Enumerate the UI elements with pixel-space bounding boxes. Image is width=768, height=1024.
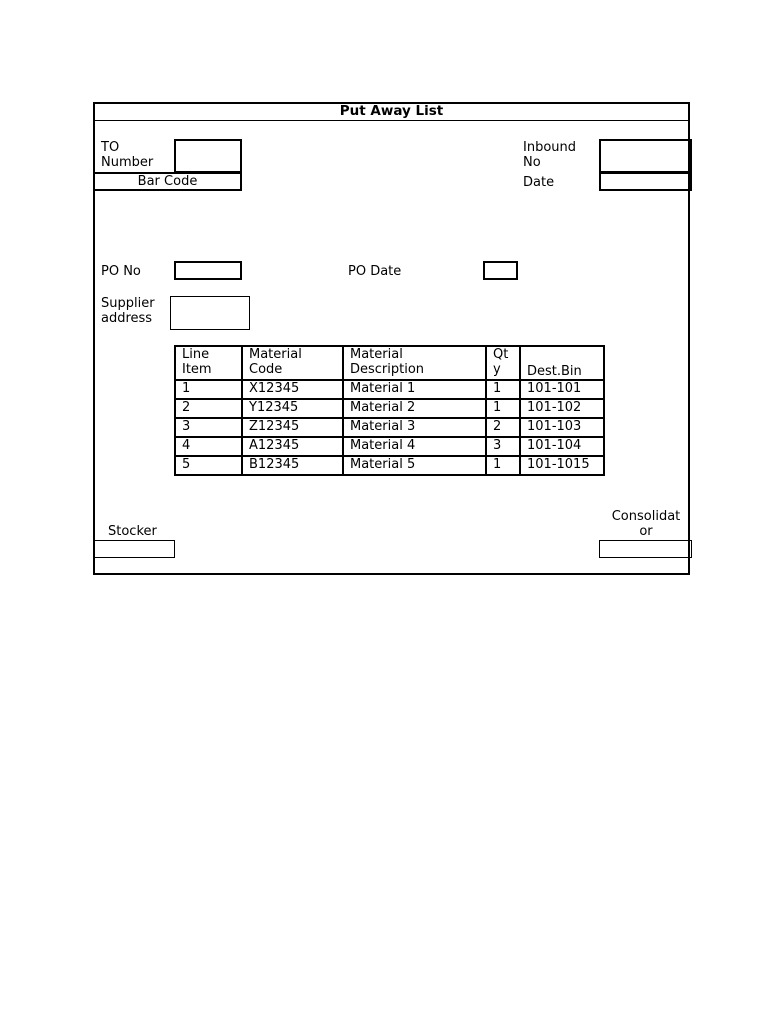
stocker-field[interactable] [93,540,175,558]
cell-line-item: 1 [175,380,242,399]
table-row [175,456,604,475]
cell-material-code: Z12345 [242,418,343,437]
to-number-field[interactable] [174,139,242,173]
consolidator-field[interactable] [599,540,692,558]
cell-qty: 1 [486,456,520,475]
cell-material-code: A12345 [242,437,343,456]
form-title: Put Away List [93,102,690,121]
cell-qty: 2 [486,418,520,437]
supplier-address-field[interactable] [170,296,250,330]
cell-dest-bin: 101-104 [520,437,604,456]
po-no-field[interactable] [174,261,242,280]
date-field[interactable] [599,172,692,191]
po-date-field[interactable] [483,261,518,280]
po-date-label: PO Date [348,264,402,279]
po-no-label: PO No [101,264,141,279]
table-row [175,380,604,399]
bar-code-label: Bar Code [137,174,198,189]
to-number-label: TO Number [101,140,154,170]
table-header-row [175,346,604,380]
table-row [175,418,604,437]
header-dest-bin: Dest.Bin [520,346,604,380]
bar-code-field [93,172,242,191]
cell-material-description: Material 4 [343,437,486,456]
cell-material-code: Y12345 [242,399,343,418]
cell-material-description: Material 3 [343,418,486,437]
consolidator-label: Consolidat or [611,509,681,539]
cell-line-item: 3 [175,418,242,437]
date-label: Date [523,175,555,190]
header-material-code: Material Code [242,346,343,380]
cell-qty: 1 [486,380,520,399]
cell-line-item: 2 [175,399,242,418]
inbound-no-field[interactable] [599,139,692,173]
cell-material-description: Material 5 [343,456,486,475]
inbound-no-label: Inbound No [523,140,577,170]
cell-dest-bin: 101-102 [520,399,604,418]
cell-dest-bin: 101-101 [520,380,604,399]
cell-dest-bin: 101-1015 [520,456,604,475]
header-qty: Qt y [486,346,520,380]
cell-material-description: Material 1 [343,380,486,399]
supplier-address-label: Supplier address [101,296,155,326]
cell-line-item: 5 [175,456,242,475]
table-row [175,437,604,456]
cell-material-code: B12345 [242,456,343,475]
cell-material-description: Material 2 [343,399,486,418]
table-row [175,399,604,418]
items-table [174,345,605,476]
cell-material-code: X12345 [242,380,343,399]
stocker-label: Stocker [108,524,157,539]
cell-qty: 1 [486,399,520,418]
header-line-item: Line Item [175,346,242,380]
cell-qty: 3 [486,437,520,456]
header-material-description: Material Description [343,346,486,380]
cell-line-item: 4 [175,437,242,456]
cell-dest-bin: 101-103 [520,418,604,437]
